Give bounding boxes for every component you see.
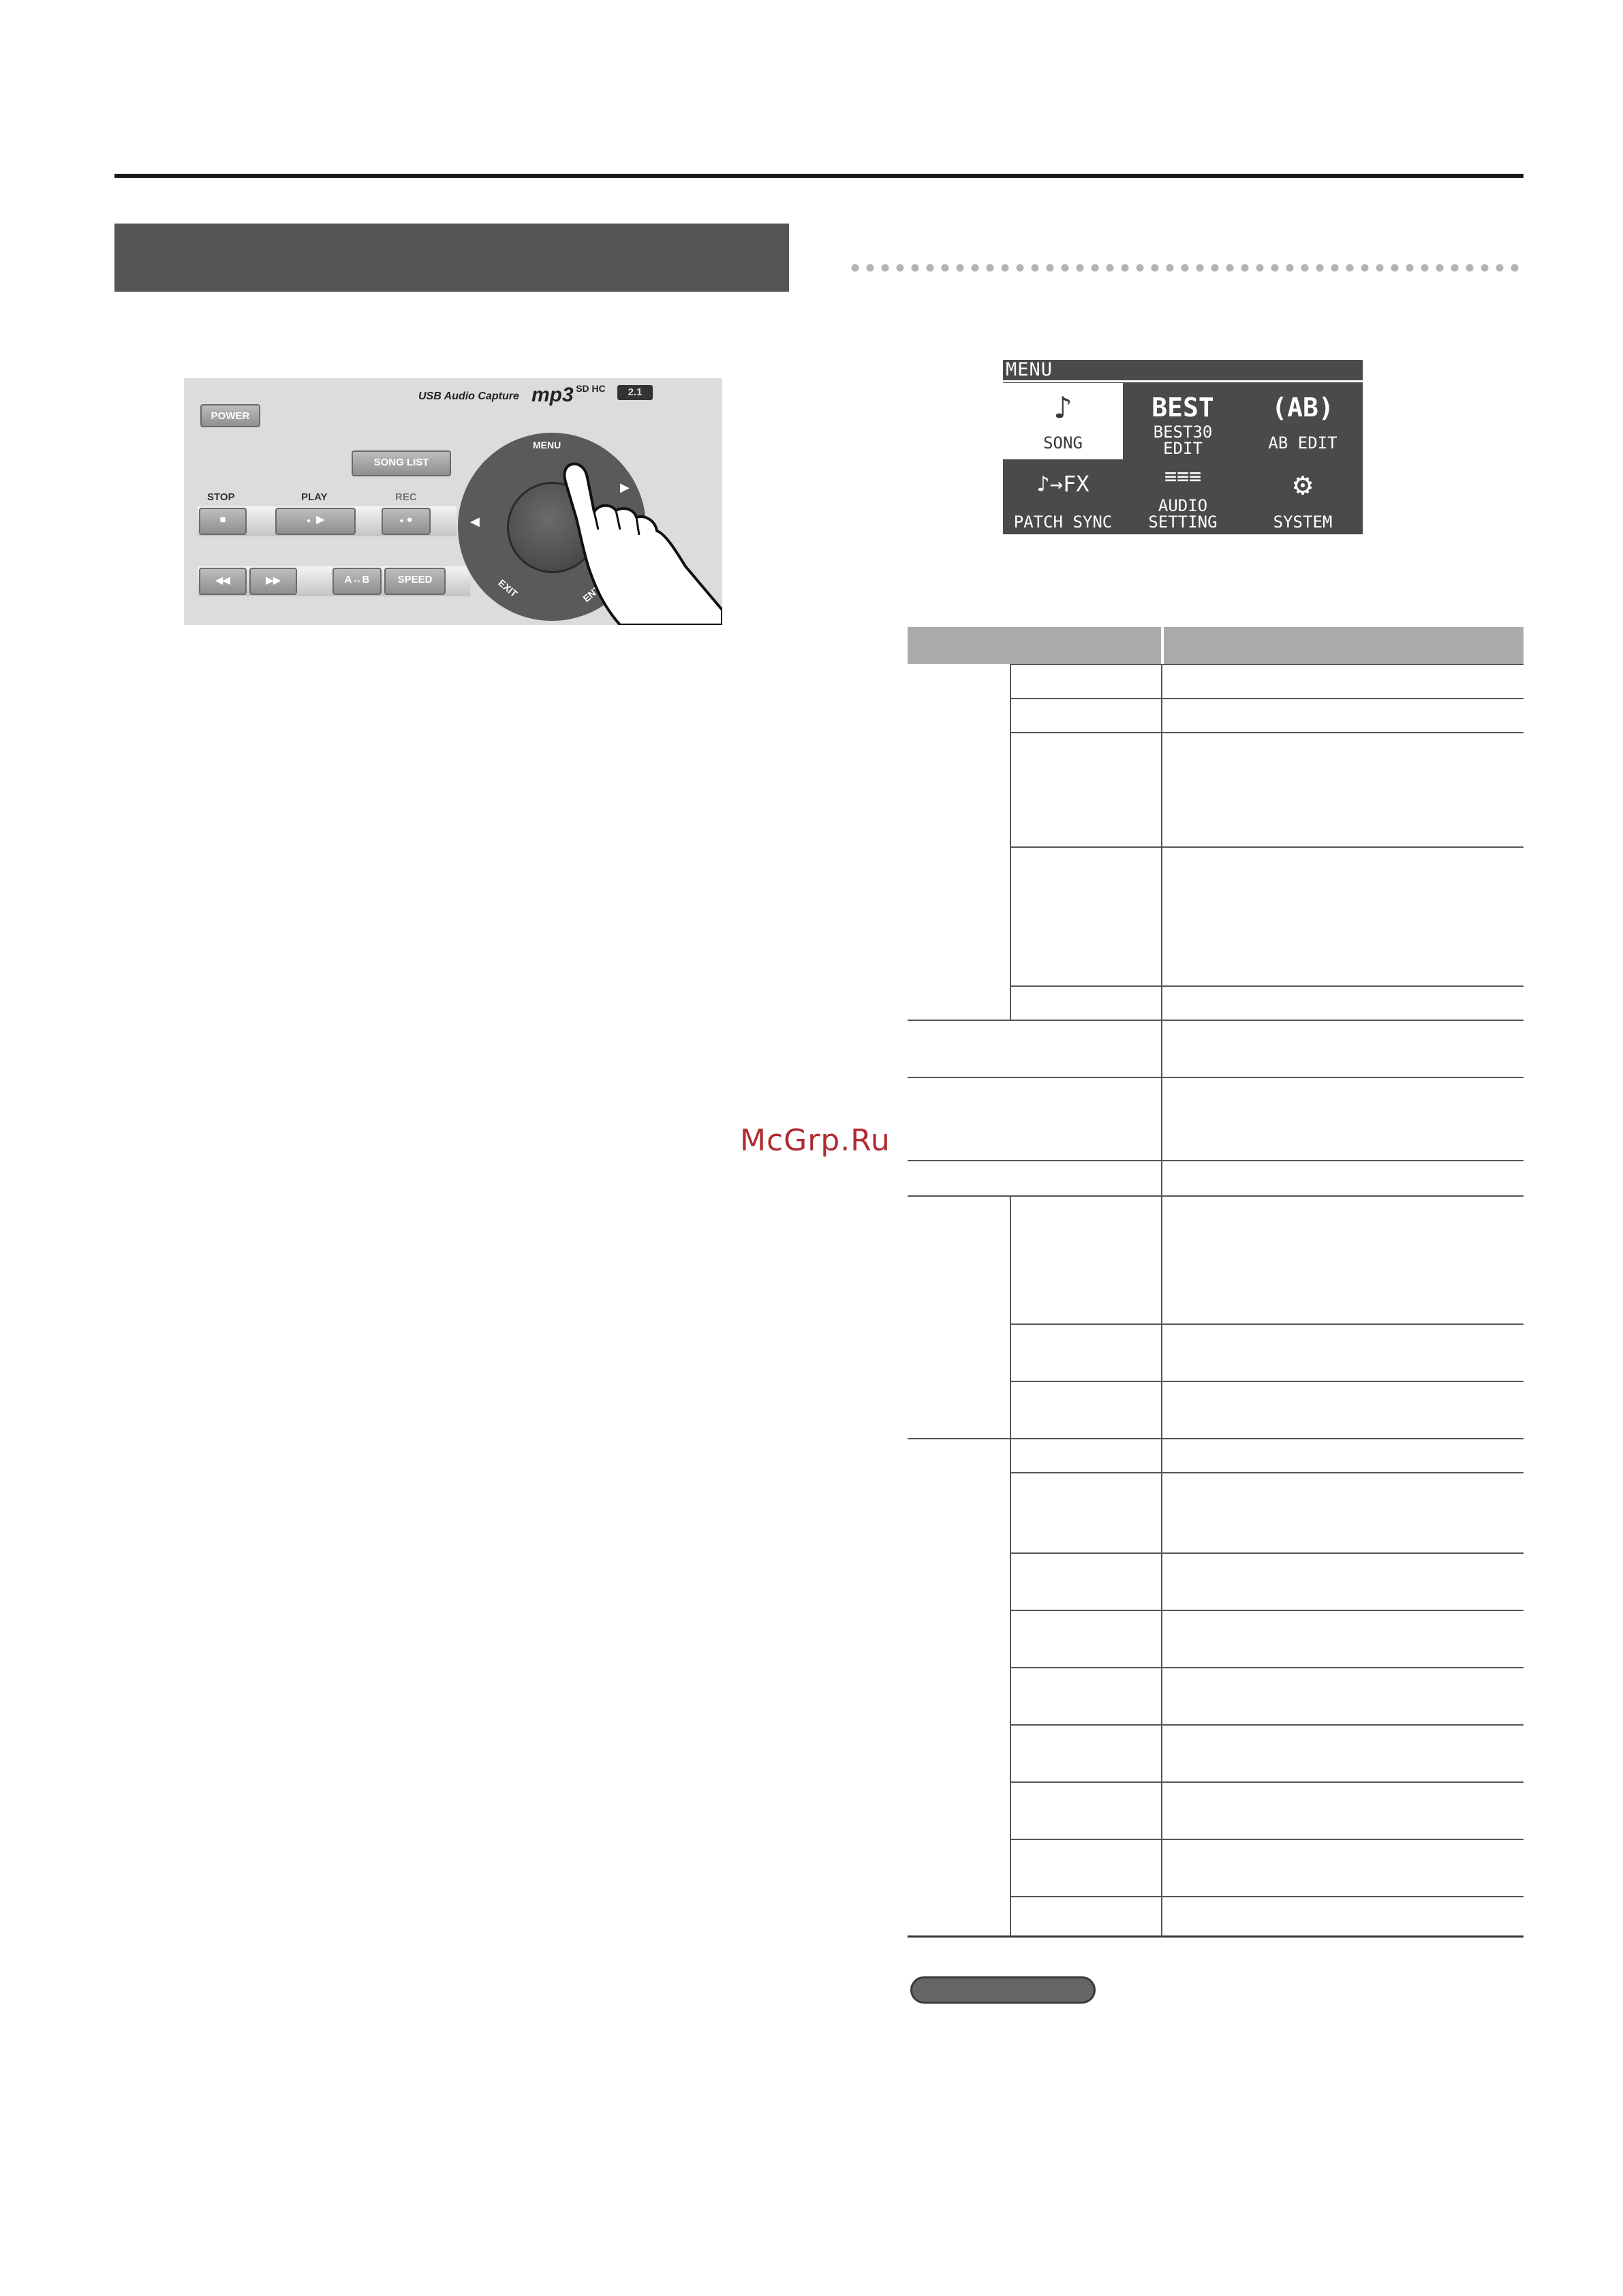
lcd-title: MENU	[1006, 360, 1053, 380]
rec-label: REC	[395, 491, 417, 503]
device-panel-illustration	[184, 378, 722, 625]
left-arrow-icon[interactable]: ◀	[470, 515, 480, 529]
table-row-rule	[1010, 1781, 1524, 1783]
audio-sliders-icon: ≡≡≡	[1164, 465, 1202, 489]
menu-tile-label: SYSTEM	[1273, 512, 1333, 532]
stop-label: STOP	[207, 491, 235, 503]
table-row-rule	[1010, 1381, 1524, 1382]
lcd-menu-screen	[1003, 360, 1363, 534]
lcd-title-divider	[1003, 380, 1363, 382]
right-arrow-icon[interactable]: ▶	[620, 480, 630, 495]
power-button[interactable]: POWER	[200, 404, 260, 427]
table-row-rule	[908, 1438, 1524, 1439]
menu-tile-label: SONG	[1043, 433, 1083, 453]
table-row-rule	[1010, 698, 1524, 699]
table-column-rule	[1010, 1195, 1011, 1438]
menu-tile-label: AUDIO SETTING	[1148, 496, 1218, 532]
table-row-rule	[1010, 1610, 1524, 1611]
menu-tile-song[interactable]	[1003, 383, 1123, 459]
menu-tile-audio-setting[interactable]	[1123, 459, 1243, 534]
table-header-cell	[1164, 627, 1524, 664]
subsection-dotted-rule	[848, 263, 1524, 273]
table-column-rule	[1010, 664, 1011, 1020]
menu-tile-label: BEST30 EDIT	[1153, 423, 1213, 458]
table-row-rule	[908, 1935, 1524, 1938]
table-row-rule	[1010, 846, 1524, 848]
watermark: McGrp.Ru	[740, 1123, 891, 1158]
patch-sync-icon: ♪→FX	[1036, 471, 1089, 497]
fast-forward-icon: ▶▶	[266, 575, 281, 585]
mp3-logo: mp3	[531, 384, 574, 406]
best-banner-icon: BEST	[1151, 393, 1214, 423]
play-dot-icon: ●	[307, 517, 311, 525]
ab-repeat-button[interactable]: A↔B	[333, 568, 382, 595]
table-row-rule	[1010, 732, 1524, 733]
song-list-button[interactable]: SONG LIST	[352, 450, 451, 476]
menu-tile-system[interactable]	[1243, 459, 1363, 534]
menu-button[interactable]: MENU	[533, 440, 561, 450]
table-row-rule	[1010, 1472, 1524, 1473]
menu-tile-label: AB EDIT	[1268, 433, 1338, 453]
table-column-rule	[1010, 1438, 1011, 1937]
ab-loop-icon: (AB)	[1271, 393, 1334, 423]
menu-tile-best30-edit[interactable]	[1123, 383, 1243, 459]
table-row-rule	[1010, 1323, 1524, 1325]
usb-audio-capture-logo: USB Audio Capture	[418, 391, 519, 402]
table-row-rule	[1010, 1667, 1524, 1668]
table-row-rule	[908, 1077, 1524, 1078]
song-note-icon: ♪	[1053, 389, 1072, 426]
stop-icon: ■	[219, 514, 226, 525]
pointing-hand-icon	[184, 378, 722, 625]
play-label: PLAY	[301, 491, 328, 503]
version-logo: 2.1	[617, 385, 653, 400]
sdhc-logo: SD HC	[576, 383, 606, 394]
table-row-rule	[908, 1020, 1524, 1021]
menu-tile-ab-edit[interactable]	[1243, 383, 1363, 459]
reference-pill-button	[910, 1976, 1096, 2004]
menu-tile-label: PATCH SYNC	[1013, 512, 1113, 532]
menu-tile-patch-sync[interactable]	[1003, 459, 1123, 534]
table-row-rule	[1010, 985, 1524, 987]
play-icon: ▶	[316, 514, 324, 525]
rec-icon: ●	[406, 514, 413, 525]
table-row-rule	[1010, 1552, 1524, 1554]
table-row-rule	[1010, 664, 1524, 665]
exit-button[interactable]: EXIT	[496, 577, 520, 600]
rewind-icon: ◀◀	[215, 575, 230, 585]
speed-button[interactable]: SPEED	[384, 568, 446, 595]
menu-items-table	[908, 627, 1524, 1937]
table-column-rule	[1161, 664, 1162, 1937]
section-heading-bar	[114, 224, 789, 292]
system-device-icon: ⚙	[1293, 465, 1312, 502]
table-header-cell	[908, 627, 1161, 664]
rec-small-icon: ●	[399, 517, 404, 525]
table-row-rule	[908, 1195, 1524, 1197]
table-row-rule	[908, 1160, 1524, 1161]
table-row-rule	[1010, 1839, 1524, 1840]
table-row-rule	[1010, 1724, 1524, 1726]
table-row-rule	[1010, 1896, 1524, 1897]
page-top-rule	[114, 174, 1524, 178]
